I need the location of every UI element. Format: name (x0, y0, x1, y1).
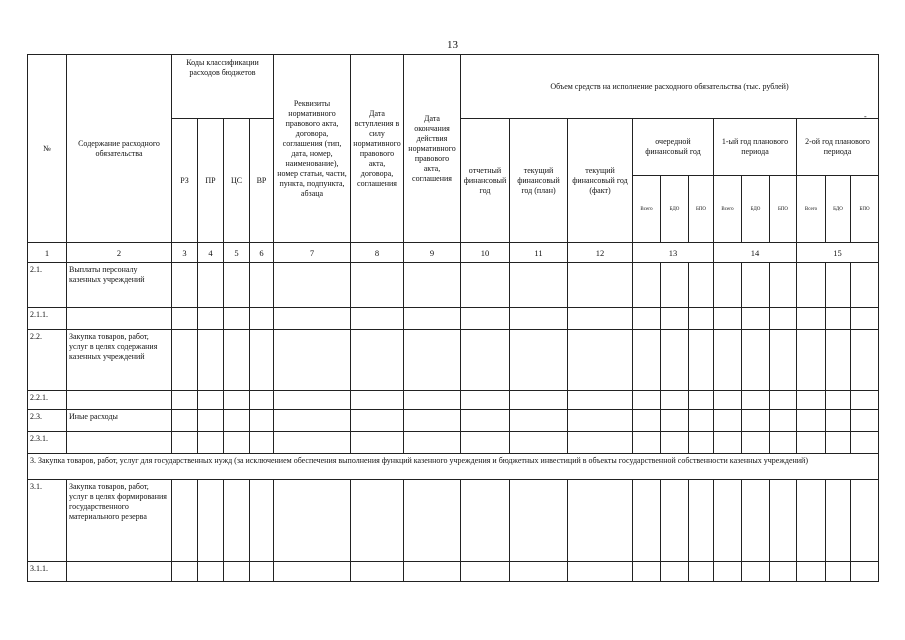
section-3-row (28, 454, 879, 480)
table-row (28, 562, 879, 582)
row-number: 2.3.1. (28, 432, 67, 454)
header-date-end: Дата окончания действия нормативного правового акта, соглашения (404, 55, 461, 243)
col-num: 6 (250, 243, 274, 263)
sub-bdo: БДО (742, 176, 770, 243)
row-content: Иные расходы (67, 410, 172, 432)
row-content (67, 432, 172, 454)
col-num: 8 (351, 243, 404, 263)
table-row (28, 432, 879, 454)
row-number: 2.1. (28, 263, 67, 308)
row-content (67, 391, 172, 410)
sub-total: Всего (633, 176, 661, 243)
header-content: Содержание расходного обязательства (67, 55, 172, 243)
table-row (28, 391, 879, 410)
sub-bdo: БДО (826, 176, 851, 243)
col-num: 15 (797, 243, 879, 263)
sub-bpo: БПО (770, 176, 797, 243)
row-content: Выплаты персоналу казенных учреждений (67, 263, 172, 308)
sub-bpo: БПО (851, 176, 879, 243)
col-num: 10 (461, 243, 510, 263)
col-num: 7 (274, 243, 351, 263)
table-row (28, 330, 879, 391)
column-number-row (28, 243, 879, 263)
row-number: 2.3. (28, 410, 67, 432)
header-classification-codes: Коды классификации расходов бюджетов (172, 55, 274, 119)
code-cs: ЦС (224, 119, 250, 243)
row-content: Закупка товаров, работ, услуг в целях содержания казенных учреждений (67, 330, 172, 391)
sub-total: Всего (797, 176, 826, 243)
page-number: 13 (447, 39, 458, 51)
header-report-year: отчетный финансовый год (461, 119, 510, 243)
row-content: Закупка товаров, работ, услуг в целях формирования государственного материального резерва (67, 480, 172, 562)
row-number: 3.1.1. (28, 562, 67, 582)
sub-bdo: БДО (661, 176, 689, 243)
code-vr: ВР (250, 119, 274, 243)
code-rz: РЗ (172, 119, 198, 243)
table-row (28, 263, 879, 308)
col-num: 12 (568, 243, 633, 263)
header-plan-year-1: 1-ый год планового периода (714, 119, 797, 176)
table-row (28, 480, 879, 562)
header-date-start: Дата вступления в силу нормативного правового акта, договора, соглашения (351, 55, 404, 243)
col-num: 9 (404, 243, 461, 263)
row-number: 2.2.1. (28, 391, 67, 410)
col-num: 5 (224, 243, 250, 263)
col-num: 3 (172, 243, 198, 263)
table-row (28, 308, 879, 330)
col-num: 13 (633, 243, 714, 263)
col-num: 2 (67, 243, 172, 263)
row-content (67, 308, 172, 330)
sub-total: Всего (714, 176, 742, 243)
col-num: 4 (198, 243, 224, 263)
header-current-plan: текущий финансовый год (план) (510, 119, 568, 243)
col-num: 1 (28, 243, 67, 263)
col-num: 11 (510, 243, 568, 263)
section-3-title: 3. Закупка товаров, работ, услуг для государственных нужд (за исключением обеспечения выполнения функций казенного учреждения и бюджетных инвестиций в объекты государственной собственности казенных учреждений) (28, 454, 879, 480)
header-current-fact: текущий финансовый год (факт) (568, 119, 633, 243)
code-pr: ПР (198, 119, 224, 243)
row-content (67, 562, 172, 582)
table-row (28, 410, 879, 432)
budget-obligations-table (27, 54, 879, 582)
header-plan-year-2: 2-ой год планового периода (797, 119, 879, 176)
col-num: 14 (714, 243, 797, 263)
row-number: 2.1.1. (28, 308, 67, 330)
row-number: 3.1. (28, 480, 67, 562)
sub-bpo: БПО (689, 176, 714, 243)
header-requisites: Реквизиты нормативного правового акта, договора, соглашения (тип, дата, номер, наименование), номер статьи, части, пункта, подпункта, абзаца (274, 55, 351, 243)
volume-dash: - (864, 112, 867, 121)
header-number: № (28, 55, 67, 243)
row-number: 2.2. (28, 330, 67, 391)
header-next-year: очередной финансовый год (633, 119, 714, 176)
header-volume: Объем средств на исполнение расходного обязательства (тыс. рублей) (461, 55, 879, 119)
